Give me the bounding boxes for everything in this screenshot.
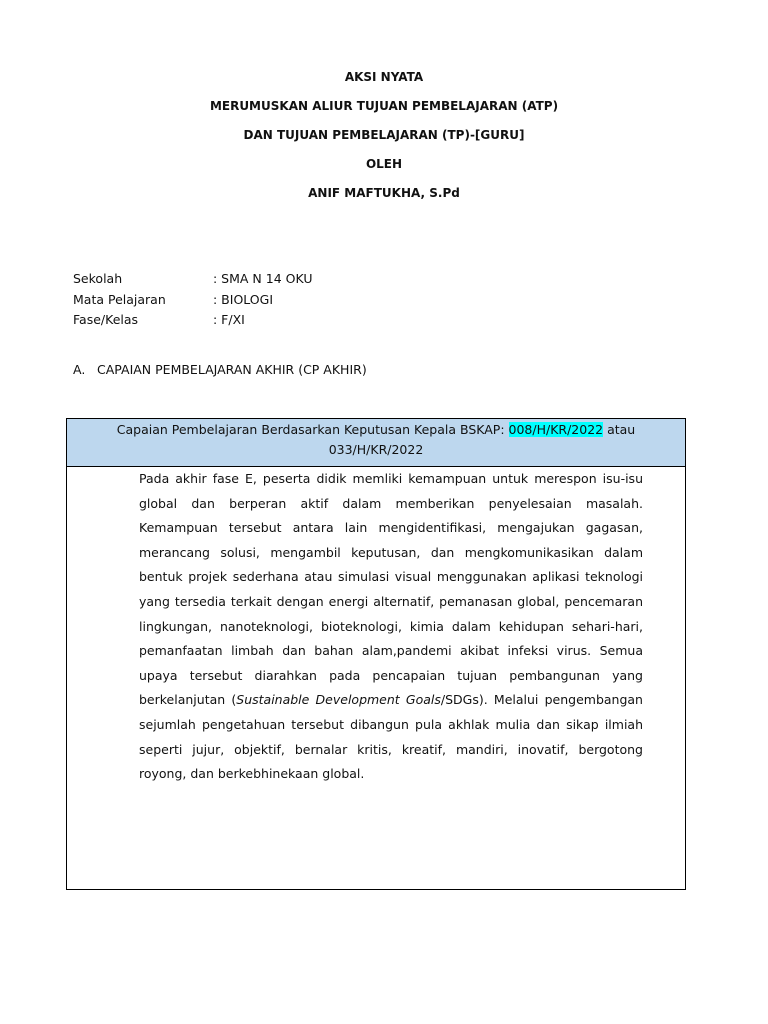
cp-table [66,418,686,890]
fase-label: Fase/Kelas [73,312,139,327]
title-tujuan: DAN TUJUAN PEMBELAJARAN (TP)-[GURU] [243,128,525,142]
cp-body-part2: /SDGs). Melalui pengembangan sejumlah pengetahuan tersebut dibangun pula akhlak mulia dan sikap ilmiah seperti jujur, objektif, bernalar kritis, kreatif, mandiri, inovatif, bergotong royong, dan berkebhinekaan global. [139,692,643,782]
sekolah-label: Sekolah [73,271,123,286]
cp-body-italic: Sustainable Development Goals [236,692,441,708]
section-a-title: CAPAIAN PEMBELAJARAN AKHIR (CP AKHIR) [97,362,367,377]
fase-value: : F/XI [213,312,245,327]
info-row-sekolah [73,270,312,291]
title-aksi-nyata: AKSI NYATA [344,70,424,84]
document-title [0,68,768,213]
mapel-value: : BIOLOGI [213,291,274,307]
cp-table-header [67,419,685,467]
title-oleh: OLEH [365,157,403,171]
identity-info [73,270,312,332]
section-a-letter: A. [73,362,86,377]
sekolah-value: : SMA N 14 OKU [213,271,313,286]
section-a-heading [73,361,367,379]
info-row-fase [73,311,312,332]
cp-table-body [139,467,643,787]
title-merumuskan: MERUMUSKAN ALIUR TUJUAN PEMBELAJARAN (ATP) [209,99,559,113]
info-row-mapel [73,291,312,312]
mapel-label: Mata Pelajaran [73,291,166,307]
cp-header-prefix: Capaian Pembelajaran Berdasarkan Keputusan Kepala BSKAP: [116,422,509,437]
cp-header-highlight: 008/H/KR/2022 [508,422,604,437]
cp-header-line2: 033/H/KR/2022 [328,442,424,457]
title-author: ANIF MAFTUKHA, S.Pd [308,186,460,200]
cp-header-suffix: atau [603,422,636,437]
cp-body-part1: Pada akhir fase E, peserta didik memliki kemampuan untuk merespon isu-isu global dan berperan aktif dalam memberikan penyelesaian masalah. Kemampuan tersebut antara lain mengidentifikasi, mengajukan gagasan, merancang solusi, mengambil keputusan, dan mengkomunikasikan dalam bentuk projek sederhana atau simulasi visual menggunakan aplikasi teknologi yang tersedia terkait dengan energi alternatif, pemanasan global, pencemaran lingkungan, nanoteknologi, bioteknologi, kimia dalam kehidupan sehari-hari, pemanfaatan limbah dan bahan alam,pandemi akibat infeksi virus. Semua upaya tersebut diarahkan pada pencapaian tujuan pembangunan yang berkelanjutan ( [139,471,643,708]
